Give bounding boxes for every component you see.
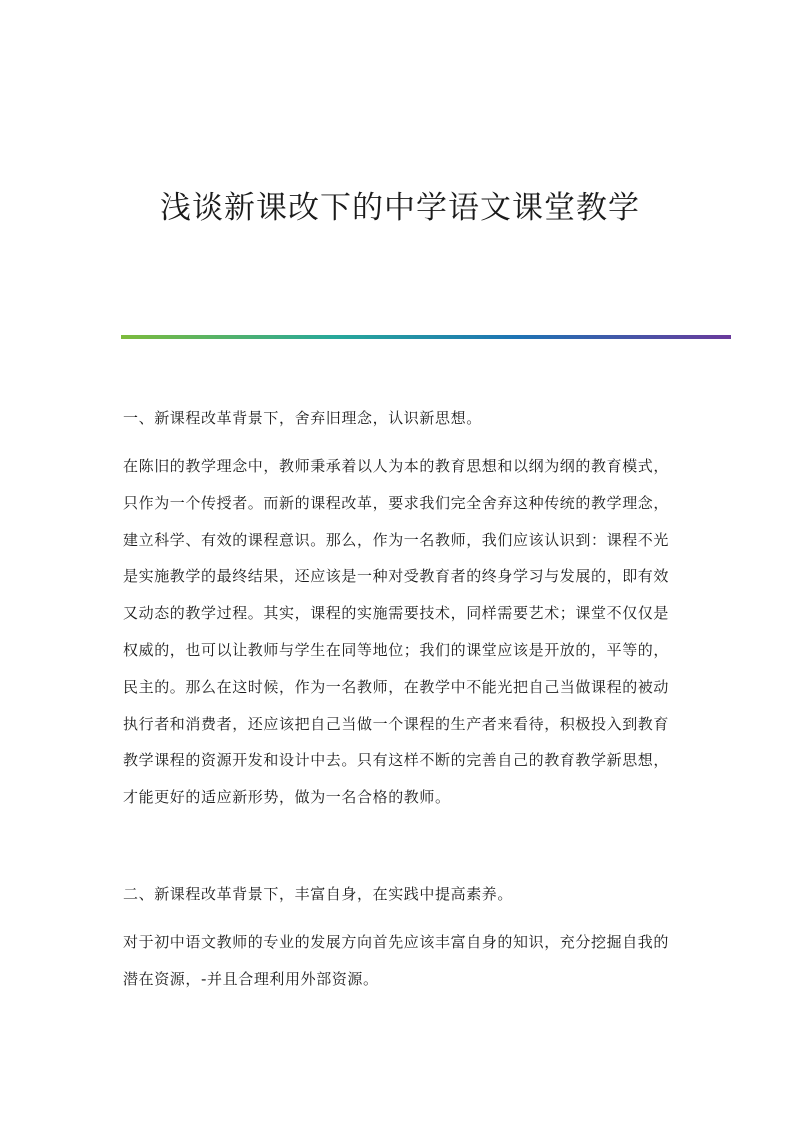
- document-title: 浅谈新课改下的中学语文课堂教学: [160, 190, 640, 226]
- title-divider: [121, 335, 731, 339]
- section-1-paragraph: 在陈旧的教学理念中，教师秉承着以人为本的教育思想和以纲为纲的教育模式，只作为一个传授者。而新的课程改革，要求我们完全舍弃这种传统的教学理念，建立科学、有效的课程意识。那么，作为一名教师，我们应该认识到：课程不光是实施教学的最终结果，还应该是一种对受教育者的终身学习与发展的，即有效又动态的教学过程。其实，课程的实施需要技术，同样需要艺术；课堂不仅仅是权威的，也可以让教师与学生在同等地位；我们的课堂应该是开放的，平等的，民主的。那么在这时候，作为一名教师，在教学中不能光把自己当做课程的被动执行者和消费者，还应该把自己当做一个课程的生产者来看待，积极投入到教育教学课程的资源开发和设计中去。只有这样不断的完善自己的教育教学新思想，才能更好的适应新形势，做为一名合格的教师。: [123, 457, 670, 807]
- section-2-paragraph: 对于初中语文教师的专业的发展方向首先应该丰富自身的知识，充分挖掘自我的潜在资源，-并且合理利用外部资源。: [123, 933, 670, 988]
- section-1-heading: 一、新课程改革背景下，舍弃旧理念，认识新思想。: [123, 409, 482, 427]
- section-2-heading: 二、新课程改革背景下，丰富自身，在实践中提高素养。: [123, 885, 514, 903]
